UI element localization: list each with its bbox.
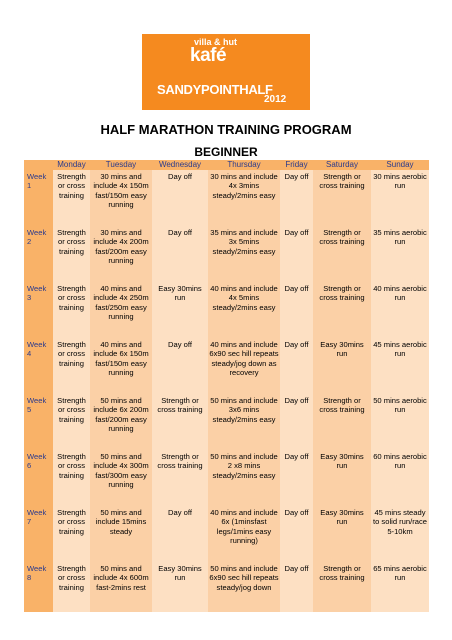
table-cell: Day off bbox=[280, 450, 313, 506]
week-label: Week 5 bbox=[24, 394, 53, 450]
week-label: Week 6 bbox=[24, 450, 53, 506]
week-label: Week 3 bbox=[24, 282, 53, 338]
week-label: Week 4 bbox=[24, 338, 53, 394]
table-cell: Strength or cross training bbox=[313, 282, 371, 338]
table-row bbox=[24, 394, 429, 450]
table-row bbox=[24, 562, 429, 612]
table-cell: Easy 30mins run bbox=[313, 450, 371, 506]
table-cell: Day off bbox=[280, 394, 313, 450]
table-row bbox=[24, 338, 429, 394]
header-cell: Saturday bbox=[313, 160, 371, 170]
table-cell: Day off bbox=[152, 170, 208, 226]
table-cell: Day off bbox=[280, 562, 313, 612]
table-cell: 50 mins aerobic run bbox=[371, 394, 429, 450]
table-cell: Easy 30mins run bbox=[152, 282, 208, 338]
table-cell: Strength or cross training bbox=[313, 226, 371, 282]
table-row bbox=[24, 506, 429, 562]
table-cell: Day off bbox=[280, 282, 313, 338]
training-table bbox=[24, 160, 429, 612]
table-cell: 40 mins and include 6x (1minsfast legs/1mins easy running) bbox=[208, 506, 280, 562]
header-cell: Sunday bbox=[371, 160, 429, 170]
table-cell: Day off bbox=[152, 506, 208, 562]
page-subtitle: BEGINNER bbox=[194, 145, 258, 159]
table-cell: Strength or cross training bbox=[53, 170, 90, 226]
table-cell: 40 mins and include 6x 150m fast/150m easy running bbox=[90, 338, 152, 394]
table-row bbox=[24, 170, 429, 226]
header-cell: Thursday bbox=[208, 160, 280, 170]
table-cell: Day off bbox=[152, 338, 208, 394]
table-cell: Strength or cross training bbox=[53, 506, 90, 562]
table-cell: Strength or cross training bbox=[313, 170, 371, 226]
table-cell: 30 mins and include 4x 3mins steady/2mins easy bbox=[208, 170, 280, 226]
table-cell: Strength or cross training bbox=[53, 450, 90, 506]
table-cell: Strength or cross training bbox=[313, 394, 371, 450]
header-cell bbox=[24, 160, 53, 170]
table-row bbox=[24, 450, 429, 506]
logo-year: 2012 bbox=[264, 94, 287, 105]
header-row bbox=[24, 160, 429, 170]
table-row bbox=[24, 226, 429, 282]
event-logo bbox=[142, 34, 310, 110]
table-cell: 65 mins aerobic run bbox=[371, 562, 429, 612]
table-cell: 40 mins and include 4x 250m fast/250m easy running bbox=[90, 282, 152, 338]
week-label: Week 1 bbox=[24, 170, 53, 226]
logo-line-2: kafé bbox=[190, 45, 227, 66]
table-cell: 30 mins aerobic run bbox=[371, 170, 429, 226]
page-title: HALF MARATHON TRAINING PROGRAM bbox=[100, 122, 352, 137]
table-cell: Strength or cross training bbox=[53, 226, 90, 282]
week-label: Week 2 bbox=[24, 226, 53, 282]
table-cell: Strength or cross training bbox=[53, 282, 90, 338]
week-label: Week 8 bbox=[24, 562, 53, 612]
table-cell: 50 mins and include 4x 300m fast/300m easy running bbox=[90, 450, 152, 506]
table-cell: 50 mins and include 6x90 sec hill repeats steady/jog down bbox=[208, 562, 280, 612]
header-cell: Friday bbox=[280, 160, 313, 170]
table-cell: Strength or cross training bbox=[53, 338, 90, 394]
logo-line-3: SANDYPOINTHALF bbox=[157, 82, 273, 97]
table-cell: 60 mins aerobic run bbox=[371, 450, 429, 506]
table-cell: Easy 30mins run bbox=[152, 562, 208, 612]
table-cell: Day off bbox=[280, 226, 313, 282]
table-cell: Easy 30mins run bbox=[313, 506, 371, 562]
table-cell: 50 mins and include 15mins steady bbox=[90, 506, 152, 562]
table-cell: 30 mins and include 4x 200m fast/200m easy running bbox=[90, 226, 152, 282]
table-cell: Day off bbox=[152, 226, 208, 282]
table-cell: Easy 30mins run bbox=[313, 338, 371, 394]
table-cell: Strength or cross training bbox=[53, 562, 90, 612]
week-label: Week 7 bbox=[24, 506, 53, 562]
table-cell: 30 mins and include 4x 150m fast/150m easy running bbox=[90, 170, 152, 226]
table-cell: Strength or cross training bbox=[152, 450, 208, 506]
table-cell: 45 mins aerobic run bbox=[371, 338, 429, 394]
logo-line-1: villa & hut bbox=[194, 37, 238, 47]
table-cell: 40 mins aerobic run bbox=[371, 282, 429, 338]
table-cell: 50 mins and include 4x 600m fast-2mins rest bbox=[90, 562, 152, 612]
table-cell: Day off bbox=[280, 506, 313, 562]
table-cell: Strength or cross training bbox=[152, 394, 208, 450]
table-cell: Day off bbox=[280, 338, 313, 394]
table-cell: 35 mins and include 3x 5mins steady/2mins easy bbox=[208, 226, 280, 282]
table-cell: Strength or cross training bbox=[53, 394, 90, 450]
table-cell: Day off bbox=[280, 170, 313, 226]
table-cell: 45 mins steady to solid run/race 5-10km bbox=[371, 506, 429, 562]
table-cell: 50 mins and include 6x 200m fast/200m easy running bbox=[90, 394, 152, 450]
table-cell: Strength or cross training bbox=[313, 562, 371, 612]
table-cell: 35 mins aerobic run bbox=[371, 226, 429, 282]
header-cell: Wednesday bbox=[152, 160, 208, 170]
table-cell: 40 mins and include 6x90 sec hill repeats steady/jog down as recovery bbox=[208, 338, 280, 394]
table-cell: 40 mins and include 4x 5mins steady/2mins easy bbox=[208, 282, 280, 338]
header-cell: Monday bbox=[53, 160, 90, 170]
table-cell: 50 mins and include 3x6 mins steady/2mins easy bbox=[208, 394, 280, 450]
table-row bbox=[24, 282, 429, 338]
table-cell: 50 mins and include 2 x8 mins steady/2mins easy bbox=[208, 450, 280, 506]
header-cell: Tuesday bbox=[90, 160, 152, 170]
